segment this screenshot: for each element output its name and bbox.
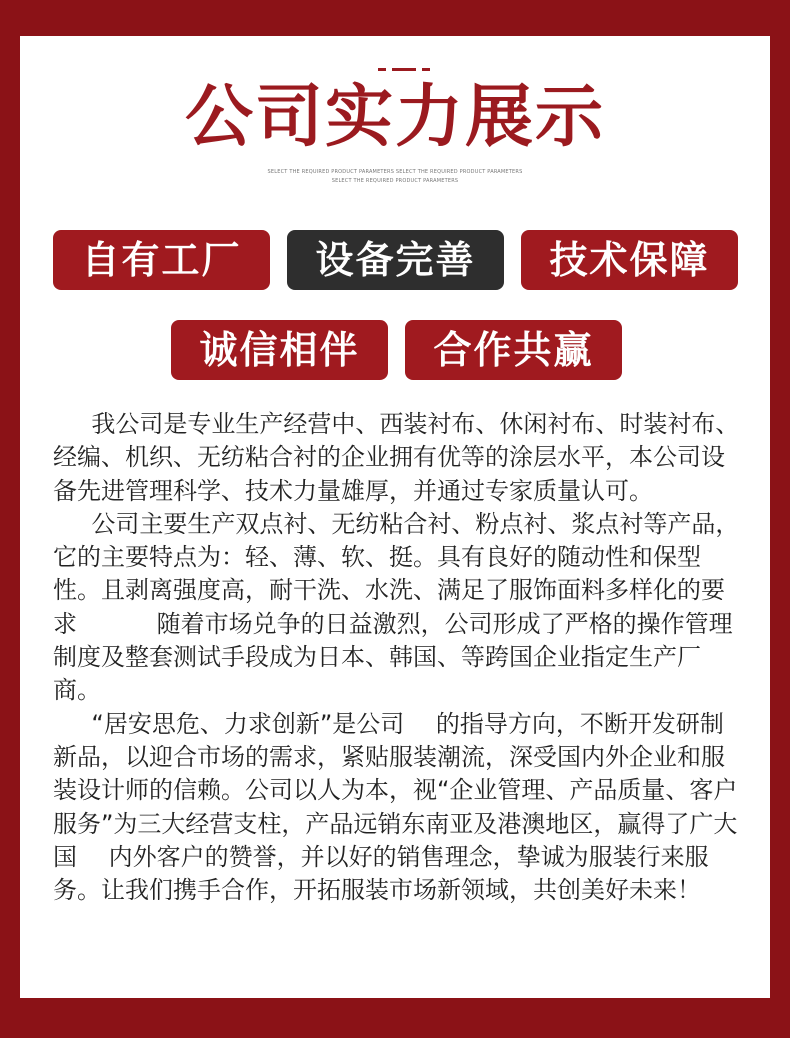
paragraph: 公司主要生产双点衬、无纺粘合衬、粉点衬、浆点衬等产品，它的主要特点为：轻、薄、软、挺。具有良好的随动性和保型性。且剥离强度高，耐干洗、水洗、满足了服饰面料多样化的要求 随着市场兑争的日益激烈，公司形成了严格的操作管理制度及整套测试手段成为日本、韩国、等跨国企业指定生产厂商。 (53, 509, 740, 705)
page-title: 公司实力展示 (184, 78, 605, 157)
tag-own-factory: 自有工厂 (53, 230, 270, 290)
paragraph: “居安思危、力求创新”是公司 的指导方向，不断开发研制新品，以迎合市场的需求，紧贴服装潮流，深受国内外企业和服装设计师的信赖。公司以人为本，视“企业管理、产品质量、客户服务”为三大经营支柱，产品远销东南亚及港澳地区，赢得了广大国 内外客户的赞誉，并以好的销售理念，挚诚为服装行来服务。让我们携手合作，开拓服装市场新领域，共创美好未来！ (53, 709, 738, 905)
subtitle-line: SELECT THE REQUIRED PRODUCT PARAMETERS SELECT THE REQUIRED PRODUCT PARAMETERS (267, 169, 523, 175)
paragraph: 我公司是专业生产经营中、西装衬布、休闲衬布、时装衬布、经编、机织、无纺粘合衬的企业拥有优等的涂层水平，本公司设备先进管理科学、技术力量雄厚，并通过专家质量认可。 (53, 410, 740, 505)
decoration-dash (378, 68, 386, 71)
decoration-dash (392, 68, 416, 71)
decoration-dash (422, 68, 430, 71)
subtitle-line: SELECT THE REQUIRED PRODUCT PARAMETERS (331, 178, 459, 184)
tag-integrity: 诚信相伴 (171, 320, 388, 380)
title-decoration (378, 66, 430, 74)
tag-win-win: 合作共赢 (405, 320, 622, 380)
tag-complete-equipment: 设备完善 (287, 230, 504, 290)
subtitle (0, 168, 790, 186)
tag-technical-support: 技术保障 (521, 230, 738, 290)
company-description (53, 408, 743, 907)
